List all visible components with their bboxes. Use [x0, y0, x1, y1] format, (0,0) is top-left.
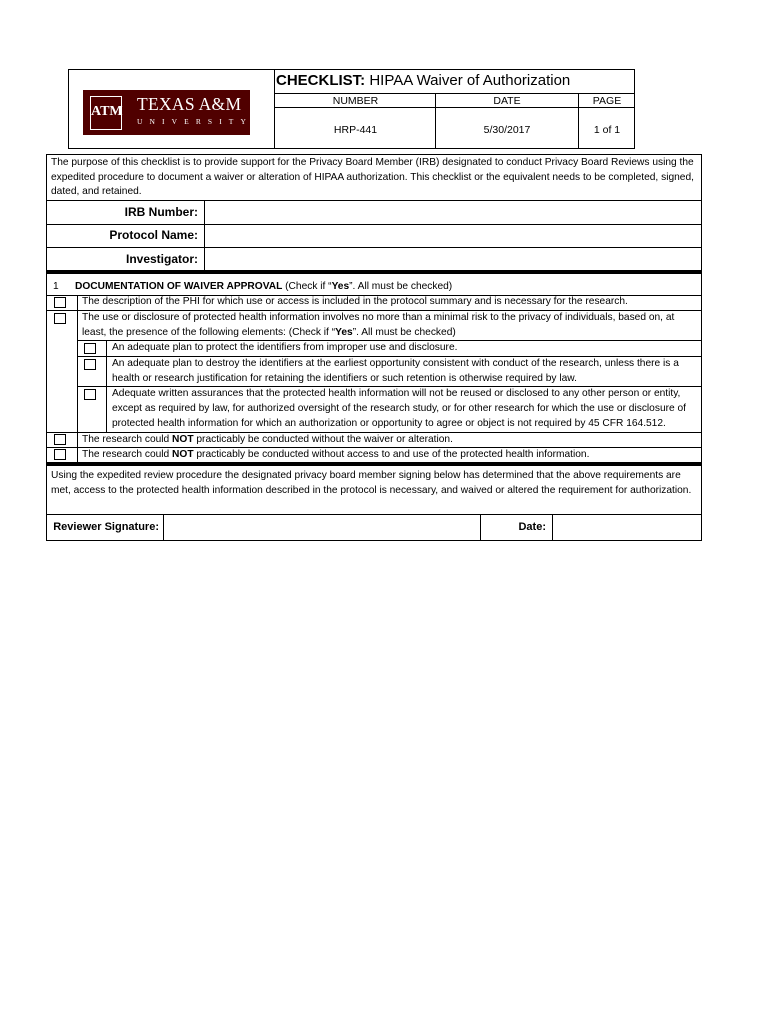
title-rest: HIPAA Waiver of Authorization: [365, 72, 571, 89]
item-waiver-text: The research could: [82, 434, 173, 445]
section-divider: [46, 270, 702, 274]
section-heading: [75, 280, 452, 295]
date-label: Date:: [518, 521, 546, 533]
checkbox[interactable]: [84, 343, 96, 354]
item-minimal-risk: The use or disclosure of protected health information involves no more than a minimal risk to the privacy of individuals, based on, at: [82, 312, 675, 323]
item-access-text: The research could: [82, 449, 173, 460]
title-bold: CHECKLIST:: [276, 72, 366, 89]
header-divider: [275, 107, 635, 108]
sub-item-written-assurances-cont: except as required by law, for authorized oversight of the research study, or for other research for which the use or disclosure of: [112, 403, 686, 414]
intro-text: The purpose of this checklist is to provide support for the Privacy Board Member (IRB) designated to conduct Privacy Board Reviews using the expedited procedure to document a waiver or alteration of HIPAA authorization. This checklist or the equivalent needs to be completed, signed, dated, and retained.: [51, 157, 694, 197]
checkbox[interactable]: [84, 359, 96, 370]
checkbox[interactable]: [54, 313, 66, 324]
sub-item-destroy-identifiers: An adequate plan to destroy the identifiers at the earliest opportunity consistent with conduct of the research, unless there is a: [112, 358, 679, 369]
irb-number-label: IRB Number:: [124, 205, 198, 219]
irb-number-field[interactable]: [205, 201, 701, 223]
checkbox[interactable]: [54, 449, 66, 460]
item-phi-access-necessary: [82, 448, 589, 463]
item-waiver-not: NOT: [172, 434, 194, 445]
page-title: [276, 72, 570, 89]
item-waiver-text-end: practicably be conducted without the waiver or alteration.: [193, 434, 453, 445]
section-number: 1: [53, 281, 59, 292]
investigator-label: Investigator:: [125, 252, 198, 266]
header-divider: [275, 93, 635, 94]
logo-subtitle: UNIVERSITY: [137, 117, 253, 126]
checkbox[interactable]: [54, 434, 66, 445]
logo-name: TEXAS A&M: [137, 94, 242, 114]
item-phi-description: The description of the PHI for which use or access is included in the protocol summary and is necessary for the research.: [82, 296, 628, 307]
item-access-text-end: practicably be conducted without access to and use of the protected health information.: [193, 449, 590, 460]
section-note: (Check if “: [282, 281, 332, 292]
protocol-name-label: Protocol Name:: [109, 228, 198, 242]
item-minimal-risk-cont: [82, 326, 456, 341]
sub-item-written-assurances-end: protected health information for which an authorization or opportunity to agree or object is not required by 45 CFR 164.512.: [112, 418, 666, 429]
atm-monogram: ATM: [90, 96, 122, 130]
page-count: 1 of 1: [593, 124, 621, 136]
reviewer-signature-label: Reviewer Signature:: [53, 521, 159, 533]
item-minimal-risk-note-end: ”. All must be checked): [352, 327, 456, 338]
university-logo: [83, 90, 253, 135]
item-waiver-necessary: [82, 433, 453, 448]
section-divider: [46, 462, 702, 466]
checkbox[interactable]: [84, 389, 96, 400]
section-yes: Yes: [331, 281, 350, 292]
signature-date-field[interactable]: [553, 515, 701, 540]
document-date: 5/30/2017: [483, 124, 531, 136]
item-access-not: NOT: [172, 449, 194, 460]
item-minimal-risk-yes: Yes: [335, 327, 353, 338]
signature-divider: [480, 514, 481, 541]
closing-statement: Using the expedited review procedure the designated privacy board member signing below has determined that the above requirements are met, access to the protected health information described in the protocol is necessary, and waived or altered the requirement for authorization.: [51, 470, 692, 496]
investigator-field[interactable]: [205, 248, 701, 270]
sub-item-destroy-identifiers-cont: health or research justification for retaining the identifiers or such retention is otherwise required by law.: [112, 373, 577, 384]
number-heading: NUMBER: [332, 95, 379, 107]
protocol-name-field[interactable]: [205, 225, 701, 246]
checkbox[interactable]: [54, 297, 66, 308]
date-heading: DATE: [493, 95, 521, 107]
checkbox-column-divider: [77, 295, 78, 462]
sub-item-written-assurances: Adequate written assurances that the protected health information will not be reused or disclosed to any other person or entity,: [112, 388, 681, 399]
sub-item-protect-identifiers: An adequate plan to protect the identifiers from improper use and disclosure.: [112, 342, 458, 353]
section-note-end: ”. All must be checked): [349, 281, 453, 292]
page-heading: PAGE: [592, 95, 622, 107]
reviewer-signature-field[interactable]: [164, 515, 479, 540]
item-minimal-risk-note: least, the presence of the following elements: (Check if “: [82, 327, 336, 338]
document-number: HRP-441: [333, 124, 378, 136]
section-title: DOCUMENTATION OF WAIVER APPROVAL: [75, 281, 283, 292]
